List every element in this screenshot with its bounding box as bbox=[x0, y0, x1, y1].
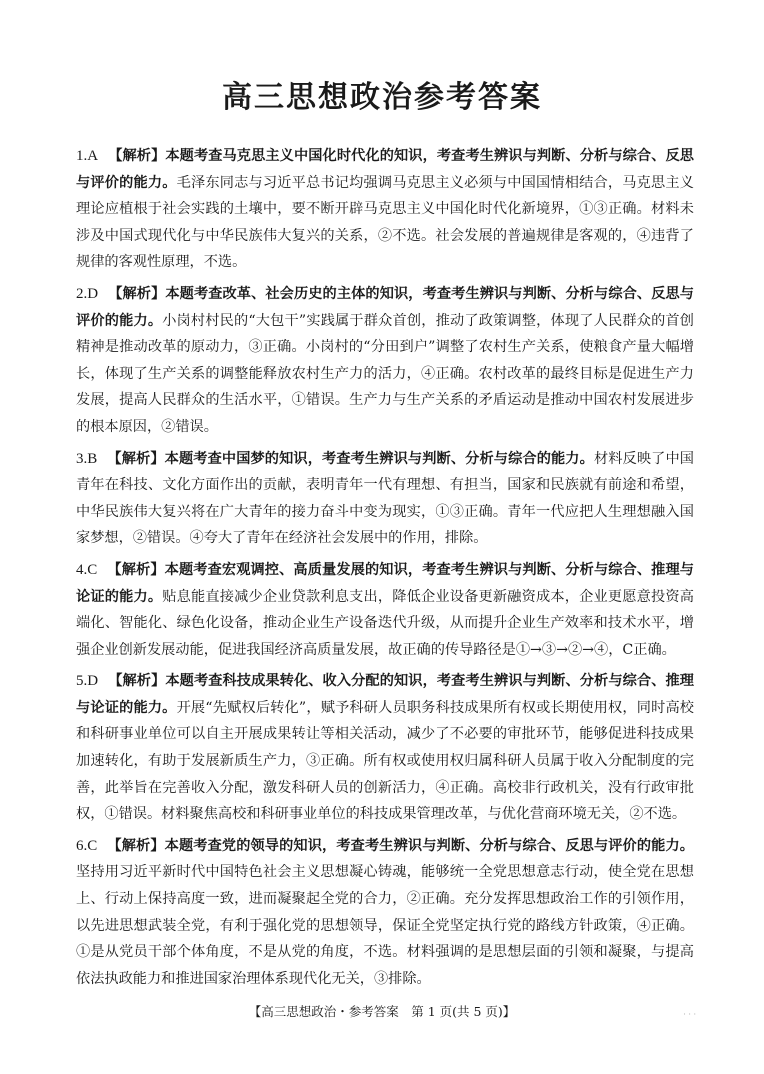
page-footer: 【高三思想政治・参考答案 第 1 页(共 5 页)】 bbox=[248, 1004, 516, 1019]
scan-artifact: · · · bbox=[683, 1010, 696, 1019]
analysis-tag: 【解析】 bbox=[108, 673, 166, 690]
answer-letter: D bbox=[87, 673, 99, 690]
analysis-lead: 本题考查中国梦的知识，考查考生辨识与判断、分析与综合的能力。 bbox=[164, 450, 594, 467]
answer-item bbox=[76, 446, 694, 552]
analysis-tag: 【解析】 bbox=[108, 148, 166, 164]
analysis-body: 小岗村村民的“大包干”实践属于群众首创，推动了政策调整，体现了人民群众的首创精神是推动改革的原动力，③正确。小岗村的“分田到户”调整了农村生产关系，使粮食产量大幅增长，体现了生产关系的调整能释放农村生产力的活力，④正确。农村改革的最终目标是促进生产力发展，提高人民群众的生活水平，①错误。生产力与生产关系的矛盾运动是推动中国农村发展进步的根本原因，②错误。 bbox=[76, 312, 694, 435]
analysis-tag: 【解析】 bbox=[108, 285, 166, 302]
question-number: 2. bbox=[76, 285, 88, 302]
analysis-body: 毛泽东同志与习近平总书记均强调马克思主义必须与中国国情相结合，马克思主义理论应植根于社会实践的土壤中，要不断开辟马克思主义中国化时代化新境界，①③正确。材料未涉及中国式现代化与中华民族伟大复兴的关系，②不选。社会发展的普遍规律是客观的，④违背了规律的客观性原理，不选。 bbox=[76, 174, 694, 271]
analysis-tag: 【解析】 bbox=[107, 837, 165, 854]
question-number: 3. bbox=[76, 450, 88, 467]
answer-letter: C bbox=[87, 837, 98, 854]
answer-item bbox=[76, 281, 694, 441]
answer-letter: B bbox=[87, 450, 98, 467]
question-number: 1. bbox=[76, 148, 88, 164]
answer-letter: D bbox=[87, 285, 99, 302]
answer-item bbox=[76, 143, 694, 276]
question-number: 6. bbox=[76, 837, 88, 854]
analysis-lead: 本题考查改革、社会历史的主体的知识，考查考生辨识与判断、分析与综合、反思与评价的能力。 bbox=[76, 285, 694, 329]
analysis-tag: 【解析】 bbox=[107, 561, 165, 578]
question-number: 4. bbox=[76, 561, 88, 578]
question-number: 5. bbox=[76, 673, 88, 690]
page-title: 高三思想政治参考答案 bbox=[222, 80, 542, 115]
answer-list bbox=[76, 143, 694, 997]
answer-letter: C bbox=[87, 561, 98, 578]
analysis-lead: 本题考查宏观调控、高质量发展的知识，考查考生辨识与判断、分析与综合、推理与论证的能力。 bbox=[76, 561, 694, 605]
answer-item bbox=[76, 833, 694, 993]
answer-letter: A bbox=[87, 148, 99, 164]
analysis-tag: 【解析】 bbox=[107, 450, 165, 467]
analysis-body: 开展“先赋权后转化”，赋予科研人员职务科技成果所有权或长期使用权，同时高校和科研事业单位可以自主开展成果转让等相关活动，减少了不必要的审批环节，能够促进科技成果加速转化，有助于发展新质生产力，③正确。所有权或使用权归属科研人员属于收入分配制度的完善，此举旨在完善收入分配，激发科研人员的创新活力，④正确。高校非行政机关，没有行政审批权，①错误。材料聚焦高校和科研事业单位的科技成果管理改革，与优化营商环境无关，②不选。 bbox=[76, 699, 694, 823]
analysis-body: 坚持用习近平新时代中国特色社会主义思想凝心铸魂，能够统一全党思想意志行动，使全党在思想上、行动上保持高度一致，进而凝聚起全党的合力，②正确。充分发挥思想政治工作的引领作用，以先进思想武装全党，有利于强化党的思想领导，保证全党坚定执行党的路线方针政策，④正确。①是从党员干部个体角度，不是从党的角度，不选。材料强调的是思想层面的引领和凝聚，与提高依法执政能力和推进国家治理体系现代化无关，③排除。 bbox=[76, 864, 694, 987]
analysis-body: 贴息能直接减少企业贷款利息支出，降低企业设备更新融资成本，企业更愿意投资高端化、智能化、绿色化设备，推动企业生产设备迭代升级，从而提升企业生产效率和技术水平，增强企业创新发展动能，促进我国经济高质量发展，故正确的传导路径是①→③→②→④，C正确。 bbox=[76, 588, 694, 658]
analysis-lead: 本题考查党的领导的知识，考查考生辨识与判断、分析与综合、反思与评价的能力。 bbox=[164, 837, 694, 854]
answer-item bbox=[76, 668, 694, 828]
analysis-lead: 本题考查科技成果转化、收入分配的知识，考查考生辨识与判断、分析与综合、推理与论证的能力。 bbox=[76, 673, 694, 716]
analysis-lead: 本题考查马克思主义中国化时代化的知识，考查考生辨识与判断、分析与综合、反思与评价的能力。 bbox=[76, 148, 694, 191]
answer-item bbox=[76, 557, 694, 663]
analysis-body: 材料反映了中国青年在科技、文化方面作出的贡献，表明青年一代有理想、有担当，国家和民族就有前途和希望，中华民族伟大复兴将在广大青年的接力奋斗中变为现实，①③正确。青年一代应把人生理想融入国家梦想，②错误。④夸大了青年在经济社会发展中的作用，排除。 bbox=[76, 450, 694, 547]
